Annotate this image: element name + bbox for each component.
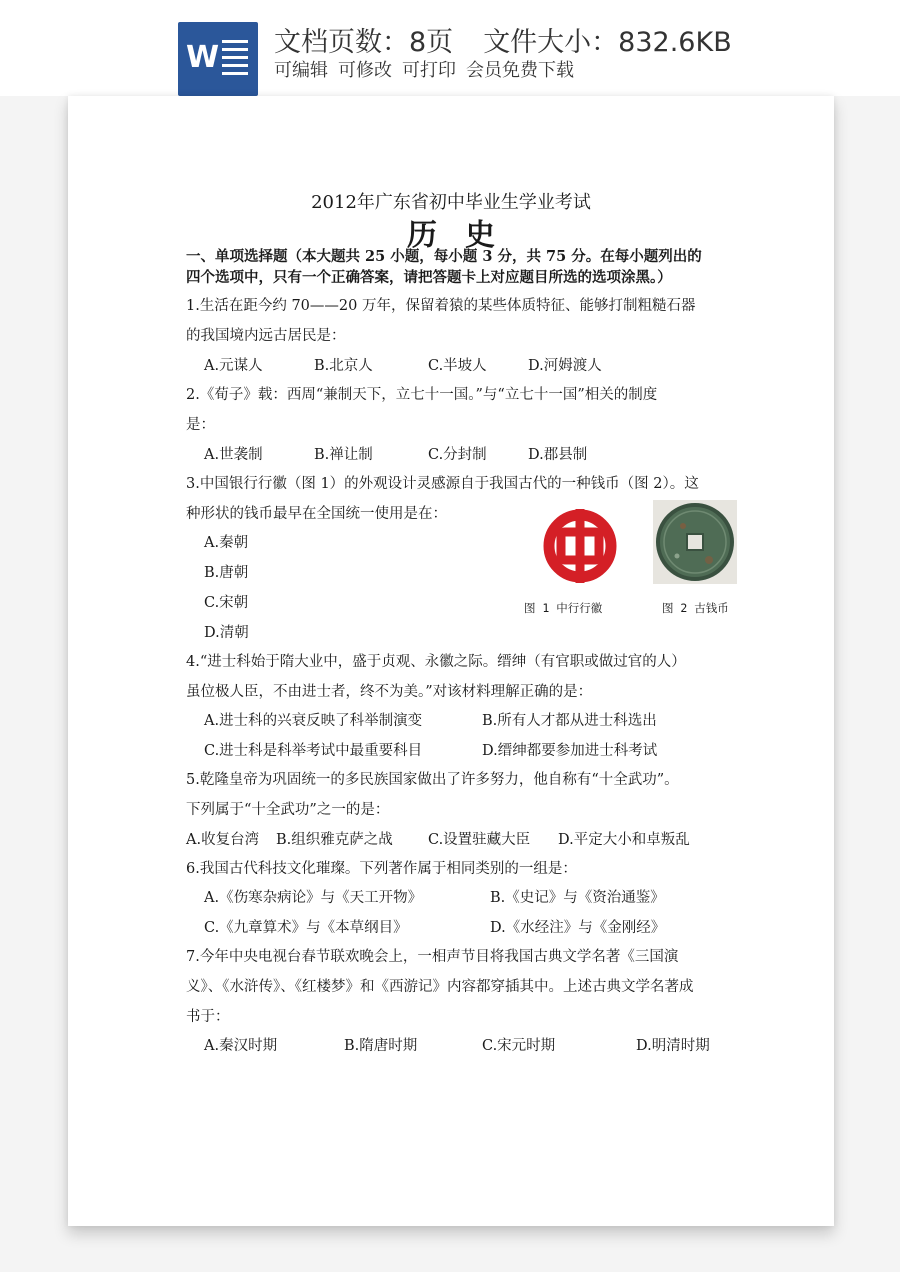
q1-option-d: D.河姆渡人: [528, 358, 602, 374]
q4-option-d: D.缙绅都要参加进士科考试: [482, 743, 658, 759]
q2-option-c: C.分封制: [428, 447, 487, 463]
q2-stem-line1: 2.《荀子》载：西周“兼制天下，立七十一国。”与“立七十一国”相关的制度: [186, 387, 658, 403]
q2-option-b: B.禅让制: [314, 447, 373, 463]
feature-editable: 可编辑: [274, 60, 328, 81]
q7-stem-line3: 书于：: [186, 1009, 230, 1025]
q7-stem-line1: 7.今年中央电视台春节联欢晚会上，一相声节目将我国古典文学名著《三国演: [186, 949, 679, 965]
file-info: [274, 20, 732, 59]
word-document-icon: [178, 22, 258, 96]
exam-title: 2012年广东省初中毕业生学业考试: [311, 192, 591, 213]
word-icon-letter: W: [186, 40, 220, 75]
q2-option-d: D.郡县制: [528, 447, 588, 463]
feature-modifiable: 可修改: [338, 60, 392, 81]
q3-option-c: C.宋朝: [204, 595, 249, 611]
q7-option-b: B.隋唐时期: [344, 1038, 418, 1054]
page-count: 文档页数：8页: [274, 27, 454, 58]
q5-option-a: A.收复台湾: [186, 832, 260, 848]
q1-stem-line2: 的我国境内远古居民是：: [186, 328, 346, 344]
q5-option-c: C.设置驻藏大臣: [428, 832, 531, 848]
bank-of-china-logo-icon: [540, 506, 620, 586]
q4-stem-line2: 虽位极人臣，不由进士者，终不为美。”对该材料理解正确的是：: [186, 684, 593, 700]
q1-option-c: C.半坡人: [428, 358, 487, 374]
q4-stem-line1: 4.“进士科始于隋大业中，盛于贞观、永徽之际。缙绅（有官职或做过官的人）: [186, 654, 686, 670]
q7-stem-line2: 义》、《水浒传》、《红楼梦》和《西游记》内容都穿插其中。上述古典文学名著成: [186, 979, 694, 995]
q4-option-b: B.所有人才都从进士科选出: [482, 713, 657, 729]
ancient-coin-icon: [653, 500, 737, 584]
section-line-2: 四个选项中，只有一个正确答案，请把答题卡上对应题目所选的选项涂黑。）: [186, 269, 672, 286]
q4-option-a: A.进士科的兴衰反映了科举制演变: [204, 713, 423, 729]
q3-stem-line2: 种形状的钱币最早在全国统一使用是在：: [186, 506, 447, 522]
q2-stem-line2: 是：: [186, 417, 215, 433]
feature-list: [274, 56, 574, 82]
q6-option-d: D.《水经注》与《金刚经》: [490, 920, 666, 936]
exam-subject: 历史: [407, 218, 523, 253]
section-line-1: 一、单项选择题（本大题共 25 小题，每小题 3 分，共 75 分。在每小题列出的: [186, 248, 702, 265]
feature-free-download: 会员免费下载: [466, 60, 574, 81]
q6-option-c: C.《九章算术》与《本草纲目》: [204, 920, 408, 936]
download-banner: [0, 0, 900, 96]
document-page: [68, 96, 834, 1226]
q1-stem-line1: 1.生活在距今约 70——20 万年，保留着猿的某些体质特征、能够打制粗糙石器: [186, 298, 696, 314]
q3-option-d: D.清朝: [204, 625, 249, 641]
feature-printable: 可打印: [402, 60, 456, 81]
q7-option-c: C.宋元时期: [482, 1038, 556, 1054]
q5-option-d: D.平定大小和卓叛乱: [558, 832, 690, 848]
q3-stem-line1: 3.中国银行行徽（图 1）的外观设计灵感源自于我国古代的一种钱币（图 2）。这: [186, 476, 699, 492]
q1-option-a: A.元谋人: [204, 358, 263, 374]
section-instructions: [186, 246, 726, 288]
q5-stem-line1: 5.乾隆皇帝为巩固统一的多民族国家做出了许多努力，他自称有“十全武功”。: [186, 772, 679, 788]
q5-option-b: B.组织雅克萨之战: [276, 832, 393, 848]
q6-option-b: B.《史记》与《资治通鉴》: [490, 890, 665, 906]
q6-stem-line1: 6.我国古代科技文化璀璨。下列著作属于相同类别的一组是：: [186, 861, 577, 877]
q1-option-b: B.北京人: [314, 358, 373, 374]
figure-2-caption: 图 2 古钱币: [662, 601, 729, 615]
q6-option-a: A.《伤寒杂病论》与《天工开物》: [204, 890, 423, 906]
word-icon-lines: [222, 40, 248, 80]
q5-stem-line2: 下列属于“十全武功”之一的是：: [186, 802, 390, 818]
q2-option-a: A.世袭制: [204, 447, 263, 463]
q4-option-c: C.进士科是科举考试中最重要科目: [204, 743, 423, 759]
figure-1-caption: 图 1 中行行徽: [524, 601, 603, 615]
ancient-coin-image: [653, 500, 737, 584]
q7-option-d: D.明清时期: [636, 1038, 710, 1054]
q3-option-b: B.唐朝: [204, 565, 249, 581]
q7-option-a: A.秦汉时期: [204, 1038, 278, 1054]
q3-option-a: A.秦朝: [204, 535, 249, 551]
file-size: 文件大小：832.6KB: [483, 27, 732, 58]
